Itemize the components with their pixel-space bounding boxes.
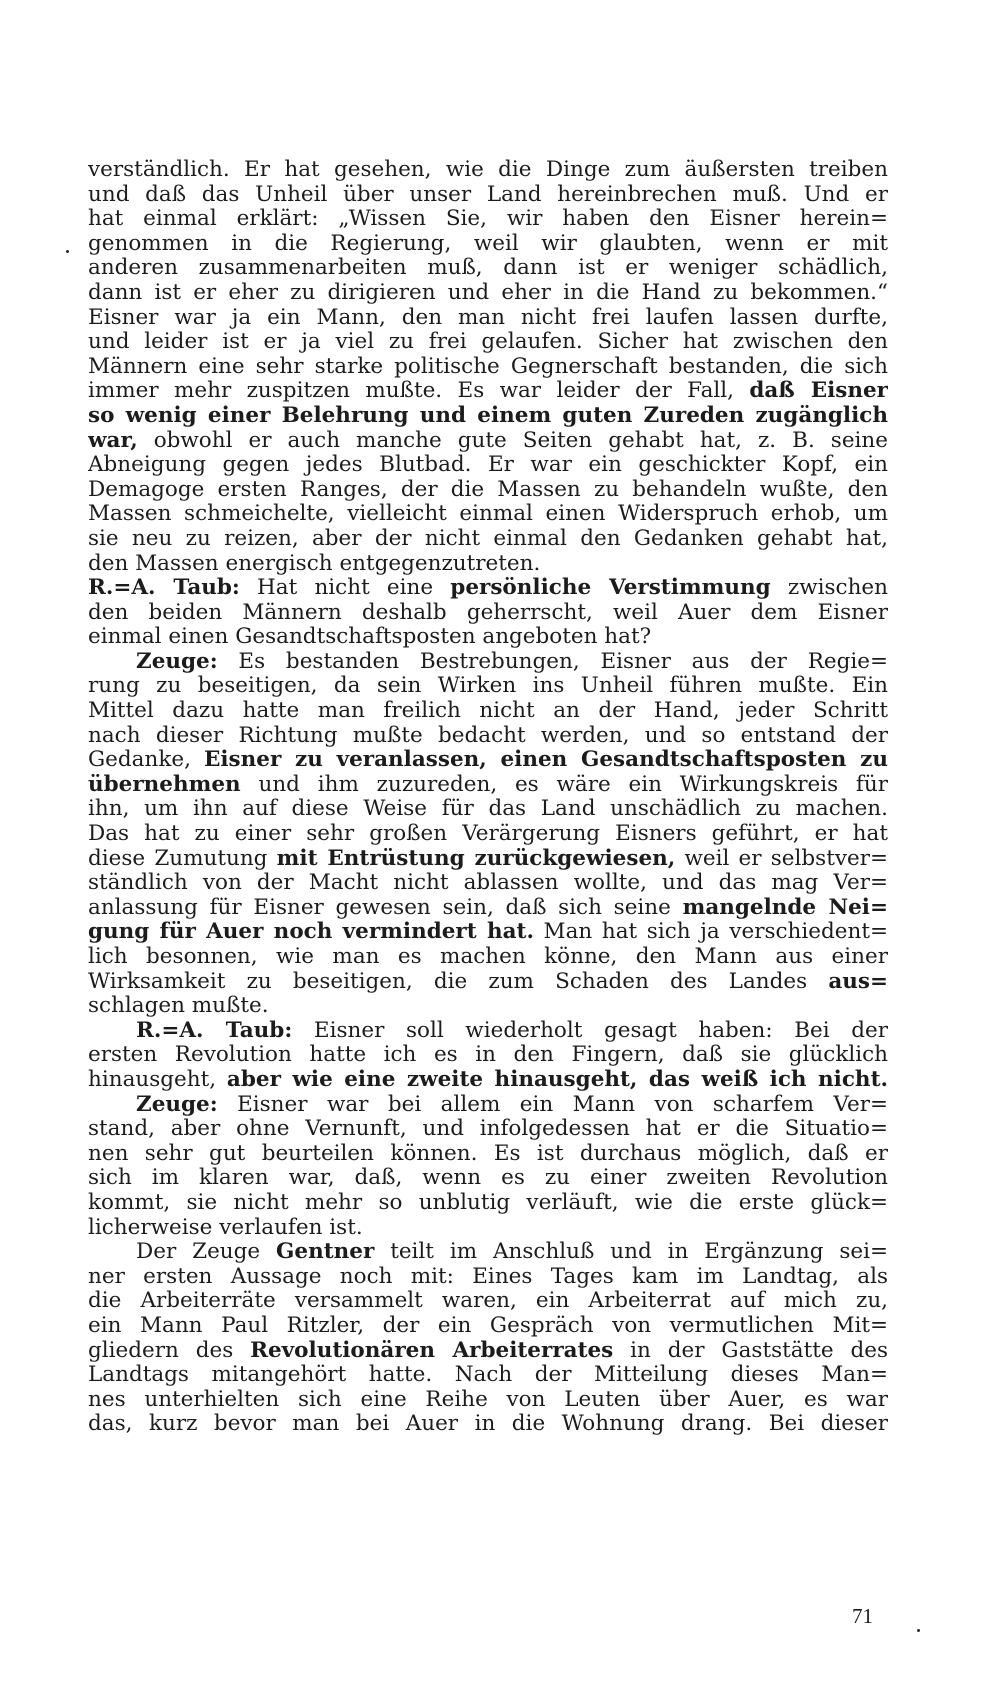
text-line bbox=[88, 1412, 888, 1437]
bold-text-run: gung für Auer noch vermindert hat. bbox=[88, 920, 534, 945]
bold-text-run: übernehmen bbox=[88, 772, 241, 797]
text-run: Landtags mitangehört hatte. Nach der Mitteilung dieses Man= bbox=[88, 1363, 888, 1388]
text-run: nach dieser Richtung mußte bedacht werden, und so entstand der bbox=[88, 723, 888, 748]
body-text bbox=[88, 158, 888, 1437]
bold-text-run: so wenig einer Belehrung und einem guten Zureden zugänglich bbox=[88, 403, 888, 428]
text-run: Man hat sich ja verschiedent= bbox=[533, 920, 888, 945]
text-line bbox=[88, 797, 888, 822]
text-run: zwischen bbox=[770, 576, 888, 601]
text-line bbox=[88, 724, 888, 749]
text-line bbox=[88, 920, 888, 945]
margin-speck bbox=[917, 1629, 920, 1632]
text-run: ner ersten Aussage noch mit: Eines Tages kam im Landtag, als bbox=[88, 1264, 888, 1289]
text-line bbox=[88, 847, 888, 872]
page-number: 71 bbox=[852, 1604, 873, 1628]
bold-text-run: persönliche Verstimmung bbox=[450, 576, 771, 601]
bold-text-run: daß Eisner bbox=[749, 379, 888, 404]
text-line bbox=[88, 576, 888, 601]
text-line bbox=[88, 1117, 888, 1142]
text-line bbox=[88, 773, 888, 798]
text-line bbox=[88, 896, 888, 921]
text-line bbox=[88, 1363, 888, 1388]
text-line bbox=[88, 1166, 888, 1191]
bold-text-run: aus= bbox=[828, 969, 888, 994]
text-run: Es bestanden Bestrebungen, Eisner aus der Regie= bbox=[217, 649, 888, 674]
text-line bbox=[88, 404, 888, 429]
text-line bbox=[88, 674, 888, 699]
text-run: kommt, sie nicht mehr so unblutig verläuft, wie die erste glück= bbox=[88, 1190, 888, 1215]
text-run: und ihm zuzureden, es wäre ein Wirkungskreis für bbox=[240, 772, 888, 797]
text-line bbox=[88, 822, 888, 847]
bold-text-run: R.=A. Taub: bbox=[136, 1018, 293, 1043]
text-run: Eisner soll wiederholt gesagt haben: Bei der bbox=[292, 1018, 888, 1043]
bold-text-run: R.=A. Taub: bbox=[88, 576, 240, 601]
text-run: Demagoge ersten Ranges, der die Massen zu behandeln wußte, den bbox=[88, 477, 888, 502]
bold-text-run: mangelnde Nei= bbox=[682, 895, 888, 920]
bold-text-run: aber wie eine zweite hinausgeht, das weiß ich nicht. bbox=[226, 1067, 888, 1092]
text-run: ersten Revolution hatte ich es in den Fingern, daß sie glücklich bbox=[88, 1043, 888, 1068]
text-run: weil er selbstver= bbox=[675, 846, 888, 871]
text-run: verständlich. Er hat gesehen, wie die Dinge zum äußersten treiben bbox=[88, 158, 888, 182]
text-line bbox=[88, 1142, 888, 1167]
text-run: einmal einen Gesandtschaftsposten angeboten hat? bbox=[88, 625, 652, 650]
text-run: sie neu zu reizen, aber der nicht einmal den Gedanken gehabt hat, bbox=[88, 526, 888, 551]
text-run: Männern eine sehr starke politische Gegnerschaft bestanden, die sich bbox=[88, 354, 888, 379]
text-run: das, kurz bevor man bei Auer in die Wohnung drang. Bei dieser bbox=[88, 1412, 888, 1437]
text-line bbox=[88, 601, 888, 626]
text-line bbox=[88, 970, 888, 995]
text-run: die Arbeiterräte versammelt waren, ein Arbeiterrat auf mich zu, bbox=[88, 1289, 888, 1314]
bold-text-run: Eisner zu veranlassen, einen Gesandtschaftsposten zu bbox=[204, 748, 888, 773]
text-line bbox=[88, 552, 888, 577]
text-run: Gedanke, bbox=[88, 748, 204, 773]
text-line bbox=[88, 699, 888, 724]
bold-text-run: Zeuge: bbox=[136, 649, 218, 674]
text-line bbox=[88, 748, 888, 773]
text-run: schlagen mußte. bbox=[88, 994, 269, 1019]
text-line bbox=[88, 429, 888, 454]
margin-speck bbox=[66, 250, 69, 253]
text-run: lich besonnen, wie man es machen könne, den Mann aus einer bbox=[88, 945, 888, 969]
text-run: dann ist er eher zu dirigieren und eher in die Hand zu bekommen.“ bbox=[88, 280, 888, 305]
text-run: hat einmal erklärt: „Wissen Sie, wir haben den Eisner herein= bbox=[88, 207, 888, 232]
text-run: Das hat zu einer sehr großen Verärgerung Eisners geführt, er hat bbox=[88, 822, 888, 847]
text-line bbox=[88, 1216, 888, 1241]
text-run: licherweise verlaufen ist. bbox=[88, 1215, 363, 1240]
text-run: nen sehr gut beurteilen können. Es ist durchaus möglich, daß er bbox=[88, 1141, 888, 1166]
text-line bbox=[88, 527, 888, 552]
text-line bbox=[88, 355, 888, 380]
bold-text-run: Zeuge: bbox=[136, 1092, 218, 1117]
text-line bbox=[88, 650, 888, 675]
text-line bbox=[88, 502, 888, 527]
text-line bbox=[88, 1339, 888, 1364]
text-line bbox=[88, 1314, 888, 1339]
text-line bbox=[88, 1388, 888, 1413]
text-run: Massen schmeichelte, vielleicht einmal einen Widerspruch erhob, um bbox=[88, 502, 888, 527]
text-run: Mittel dazu hatte man freilich nicht an der Hand, jeder Schritt bbox=[88, 699, 888, 724]
text-line bbox=[88, 1289, 888, 1314]
text-run: immer mehr zuspitzen mußte. Es war leider der Fall, bbox=[88, 379, 750, 404]
text-line bbox=[88, 207, 888, 232]
text-run: hinausgeht, bbox=[88, 1067, 227, 1092]
bold-text-run: Gentner bbox=[276, 1240, 375, 1265]
text-line bbox=[88, 158, 888, 183]
text-line bbox=[88, 1019, 888, 1044]
text-run: in der Gaststätte des bbox=[613, 1338, 888, 1363]
text-line bbox=[88, 453, 888, 478]
text-run: den beiden Männern deshalb geherrscht, weil Auer dem Eisner bbox=[88, 600, 888, 625]
text-run: und daß das Unheil über unser Land hereinbrechen muß. Und er bbox=[88, 182, 888, 207]
text-line bbox=[88, 478, 888, 503]
text-line bbox=[88, 1191, 888, 1216]
bold-text-run: mit Entrüstung zurückgewiesen, bbox=[276, 846, 676, 871]
text-line bbox=[88, 379, 888, 404]
text-run: genommen in die Regierung, weil wir glaubten, wenn er mit bbox=[88, 231, 888, 256]
text-line bbox=[88, 945, 888, 970]
text-run: stand, aber ohne Vernunft, und infolgedessen hat er die Situatio= bbox=[88, 1117, 888, 1142]
text-line bbox=[88, 1043, 888, 1068]
text-line bbox=[88, 256, 888, 281]
text-run: rung zu beseitigen, da sein Wirken ins Unheil führen mußte. Ein bbox=[88, 674, 888, 699]
text-run: gliedern des bbox=[88, 1338, 251, 1363]
text-run: anderen zusammenarbeiten muß, dann ist er weniger schädlich, bbox=[88, 256, 888, 281]
text-run: teilt im Anschluß und in Ergänzung sei= bbox=[374, 1240, 888, 1265]
text-line bbox=[88, 183, 888, 208]
text-line bbox=[88, 306, 888, 331]
text-run: nes unterhielten sich eine Reihe von Leuten über Auer, es war bbox=[88, 1387, 888, 1412]
text-run: Der Zeuge bbox=[136, 1240, 277, 1265]
text-line bbox=[88, 994, 888, 1019]
text-run: sich im klaren war, daß, wenn es zu einer zweiten Revolution bbox=[88, 1166, 888, 1191]
text-line bbox=[88, 625, 888, 650]
text-run: den Massen energisch entgegenzutreten. bbox=[88, 551, 541, 576]
text-line bbox=[88, 1093, 888, 1118]
text-line bbox=[88, 232, 888, 257]
text-line bbox=[88, 1068, 888, 1093]
text-run: Eisner war ja ein Mann, den man nicht frei laufen lassen durfte, bbox=[88, 305, 888, 330]
text-run: Wirksamkeit zu beseitigen, die zum Schaden des Landes bbox=[88, 969, 829, 994]
bold-text-run: Revolutionären Arbeiterrates bbox=[250, 1338, 614, 1363]
text-run: Abneigung gegen jedes Blutbad. Er war ein geschickter Kopf, ein bbox=[88, 453, 888, 478]
text-run: ihn, um ihn auf diese Weise für das Land unschädlich zu machen. bbox=[88, 797, 888, 822]
text-run: ein Mann Paul Ritzler, der ein Gespräch von vermutlichen Mit= bbox=[88, 1313, 888, 1338]
bold-text-run: war, bbox=[88, 428, 138, 453]
text-run: und leider ist er ja viel zu frei gelaufen. Sicher hat zwischen den bbox=[88, 330, 888, 355]
text-run: obwohl er auch manche gute Seiten gehabt hat, z. B. seine bbox=[137, 428, 888, 453]
text-line bbox=[88, 330, 888, 355]
text-run: diese Zumutung bbox=[88, 846, 277, 871]
text-line bbox=[88, 1240, 888, 1265]
text-line bbox=[88, 871, 888, 896]
text-line bbox=[88, 281, 888, 306]
text-run: Eisner war bei allem ein Mann von scharfem Ver= bbox=[217, 1092, 888, 1117]
text-run: ständlich von der Macht nicht ablassen wollte, und das mag Ver= bbox=[88, 871, 888, 896]
text-line bbox=[88, 1265, 888, 1290]
text-run: Hat nicht eine bbox=[239, 576, 451, 601]
text-run: anlassung für Eisner gewesen sein, daß sich seine bbox=[88, 895, 683, 920]
